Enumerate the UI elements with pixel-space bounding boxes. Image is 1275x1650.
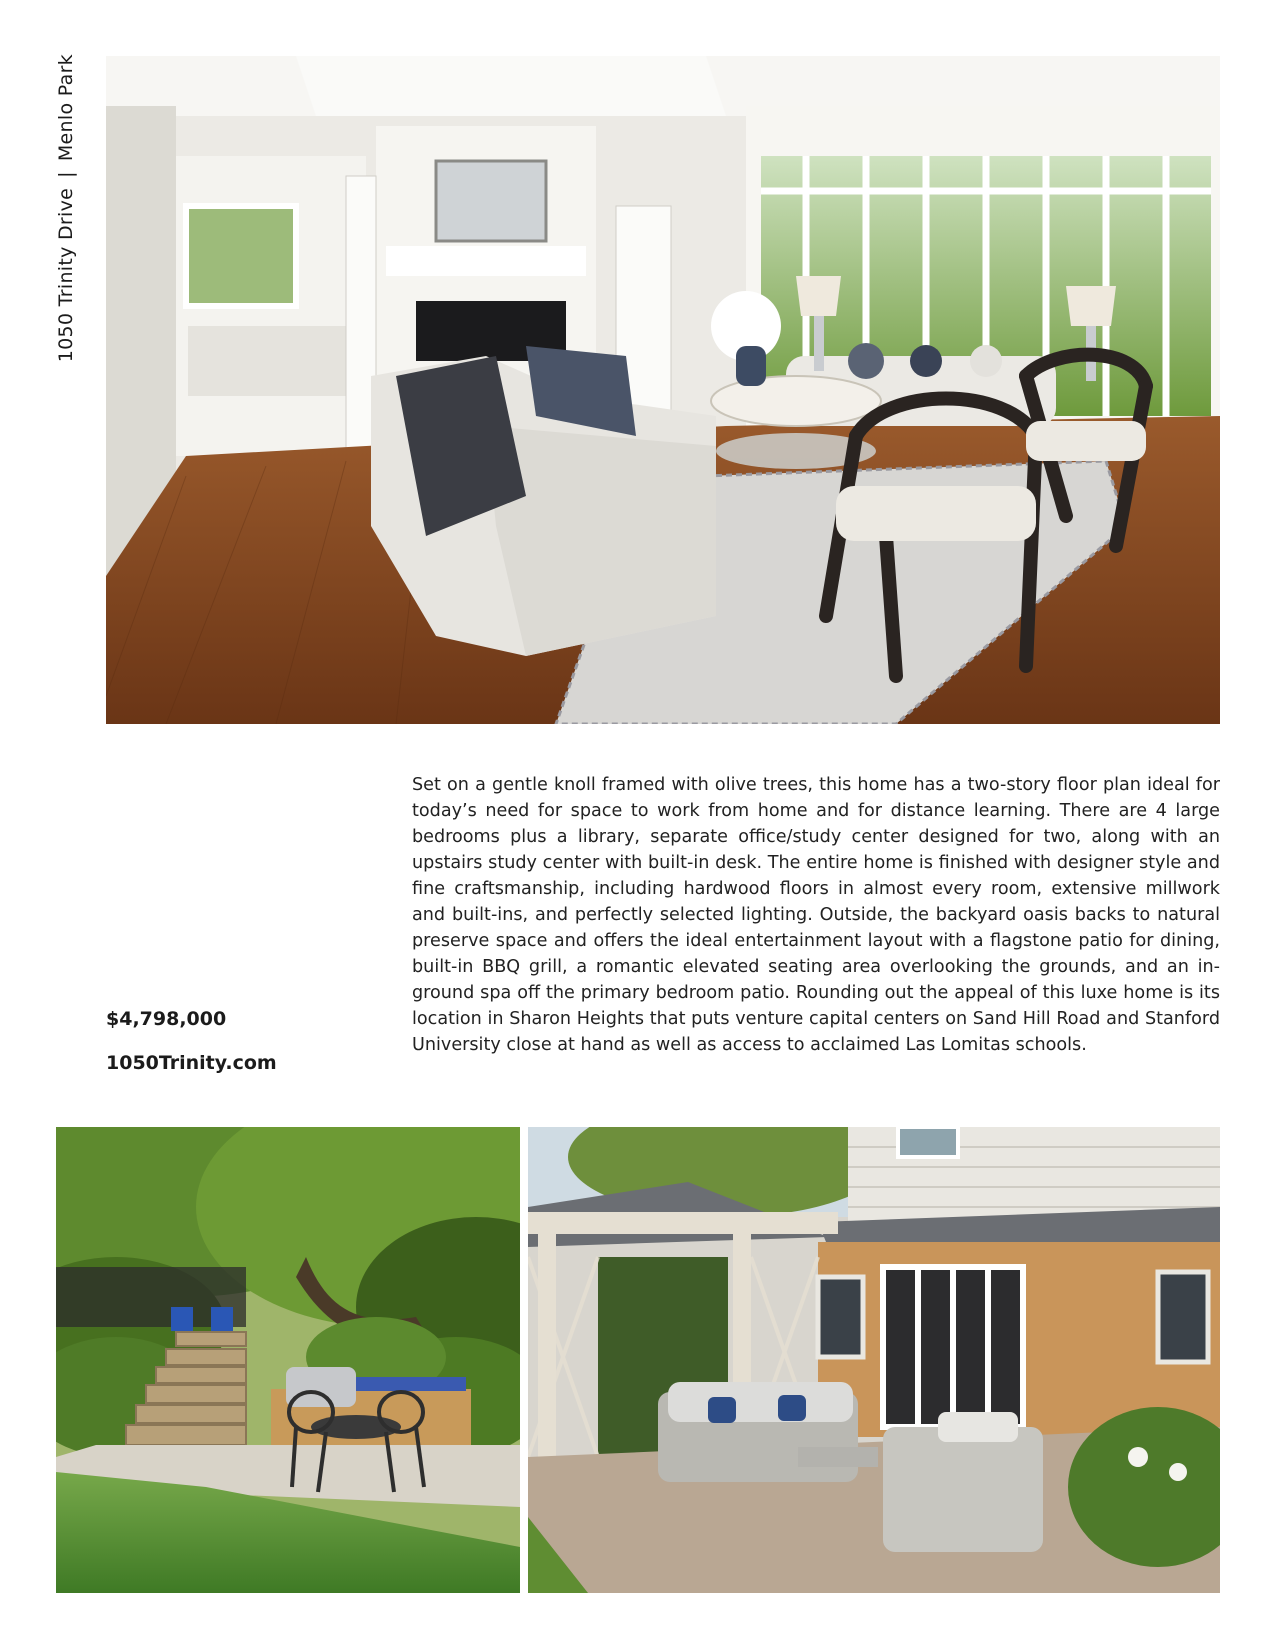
- header-address: 1050 Trinity Drive: [55, 187, 77, 363]
- header-separator: |: [55, 171, 77, 178]
- garden-patio-photo: [56, 1127, 520, 1593]
- patio-seating-photo: [528, 1127, 1220, 1593]
- header-city: Menlo Park: [55, 54, 77, 162]
- listing-website[interactable]: 1050Trinity.com: [106, 1052, 277, 1074]
- listing-price: $4,798,000: [106, 1008, 227, 1030]
- living-room-photo: [106, 56, 1220, 724]
- listing-description: Set on a gentle knoll framed with olive trees, this home has a two-story floor plan ideal for today’s need for space to work from home and for distance learning. There are 4 large bedrooms plus a library, separate office/study center designed for two, along with an upstairs study center with built-in desk. The entire home is finished with designer style and fine craftsmanship, including hardwood floors in almost every room, extensive millwork and built-ins, and perfectly selected lighting. Outside, the backyard oasis backs to natural preserve space and offers the ideal entertainment layout with a flagstone patio for dining, built-in BBQ grill, a romantic elevated seating area overlooking the grounds, and an in-ground spa off the primary bedroom patio. Rounding out the appeal of this luxe home is its location in Sharon Heights that puts venture capital centers on Sand Hill Road and Stanford University close at hand as well as access to acclaimed Las Lomitas schools.: [412, 775, 1220, 1055]
- running-header: [51, 54, 81, 384]
